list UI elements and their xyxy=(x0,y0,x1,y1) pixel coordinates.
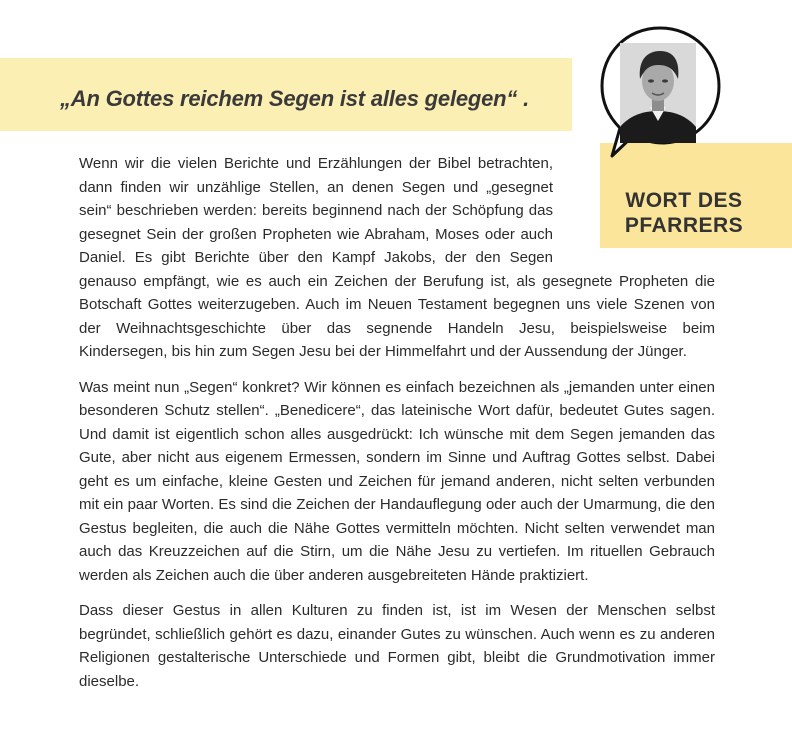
paragraph-2: Was meint nun „Segen“ konkret? Wir können es einfach bezeichnen als „jemanden unter einen besonderen Schutz stellen“. „Benedicere“, das lateinische Wort dafür, bedeutet Gutes sagen. Und damit ist eigentlich schon alles ausgedrückt: Ich wünsche mit dem Segen jemanden das Gute, aber nicht aus eigenem Ermessen, sondern im Sinne und Auftrag Gottes selbst. Dabei geht es um einfache, kleine Gesten und Zeichen für jemand anderen, nicht selten verbunden mit ein paar Worten. Es sind die Zeichen der Handauflegung oder auch der Umarmung, die den Gestus begleiten, die auch die Nähe Gottes vermitteln möchten. Nicht selten verwendet man auch das Kreuzzeichen auf die Stirn, um die Nähe Jesu zu vertiefen. Im rituellen Gebrauch werden als Zeichen auch die über anderen ausgebreiteten Hände praktiziert. xyxy=(79,378,715,584)
page-title: „An Gottes reichem Segen ist alles gelegen“ . xyxy=(60,86,530,111)
article-body xyxy=(79,152,715,705)
section-label-line2: PFARRERS xyxy=(624,214,744,237)
section-label-line1: WORT DES xyxy=(625,189,743,212)
portrait-icon xyxy=(620,43,696,143)
float-spacer xyxy=(553,152,715,264)
paragraph-3: Dass dieser Gestus in allen Kulturen zu finden ist, ist im Wesen der Menschen selbst begründet, schließlich gehört es dazu, einander Gutes zu wünschen. Auch wenn es zu anderen Religionen gestalterische Unterschiede und Formen gibt, bleibt die Grundmotivation immer dieselbe. xyxy=(79,602,715,690)
paragraph-1: Wenn wir die vielen Berichte und Erzählungen der Bibel betrachten, dann finden wir unzählige Stellen, an denen Segen und „gesegnet sein“ beschrieben werden: bereits beginnend nach der Schöpfung das gesegnet Sein der großen Propheten wie Abraham, Moses oder auch Daniel. Es gibt Berichte über den Kampf Jakobs, der den Segen genauso empfängt, wie es auch ein Zeichen der Berufung ist, als gesegnete Propheten die Botschaft Gottes weiterzugeben. Auch im Neuen Testament begegnen uns viele Szenen von der Weihnachtsgeschichte über das segnende Handeln Jesu, beispielsweise beim Kindersegen, bis hin zum Segen Jesu bei der Himmelfahrt und der Aussendung der Jünger. xyxy=(79,155,715,360)
